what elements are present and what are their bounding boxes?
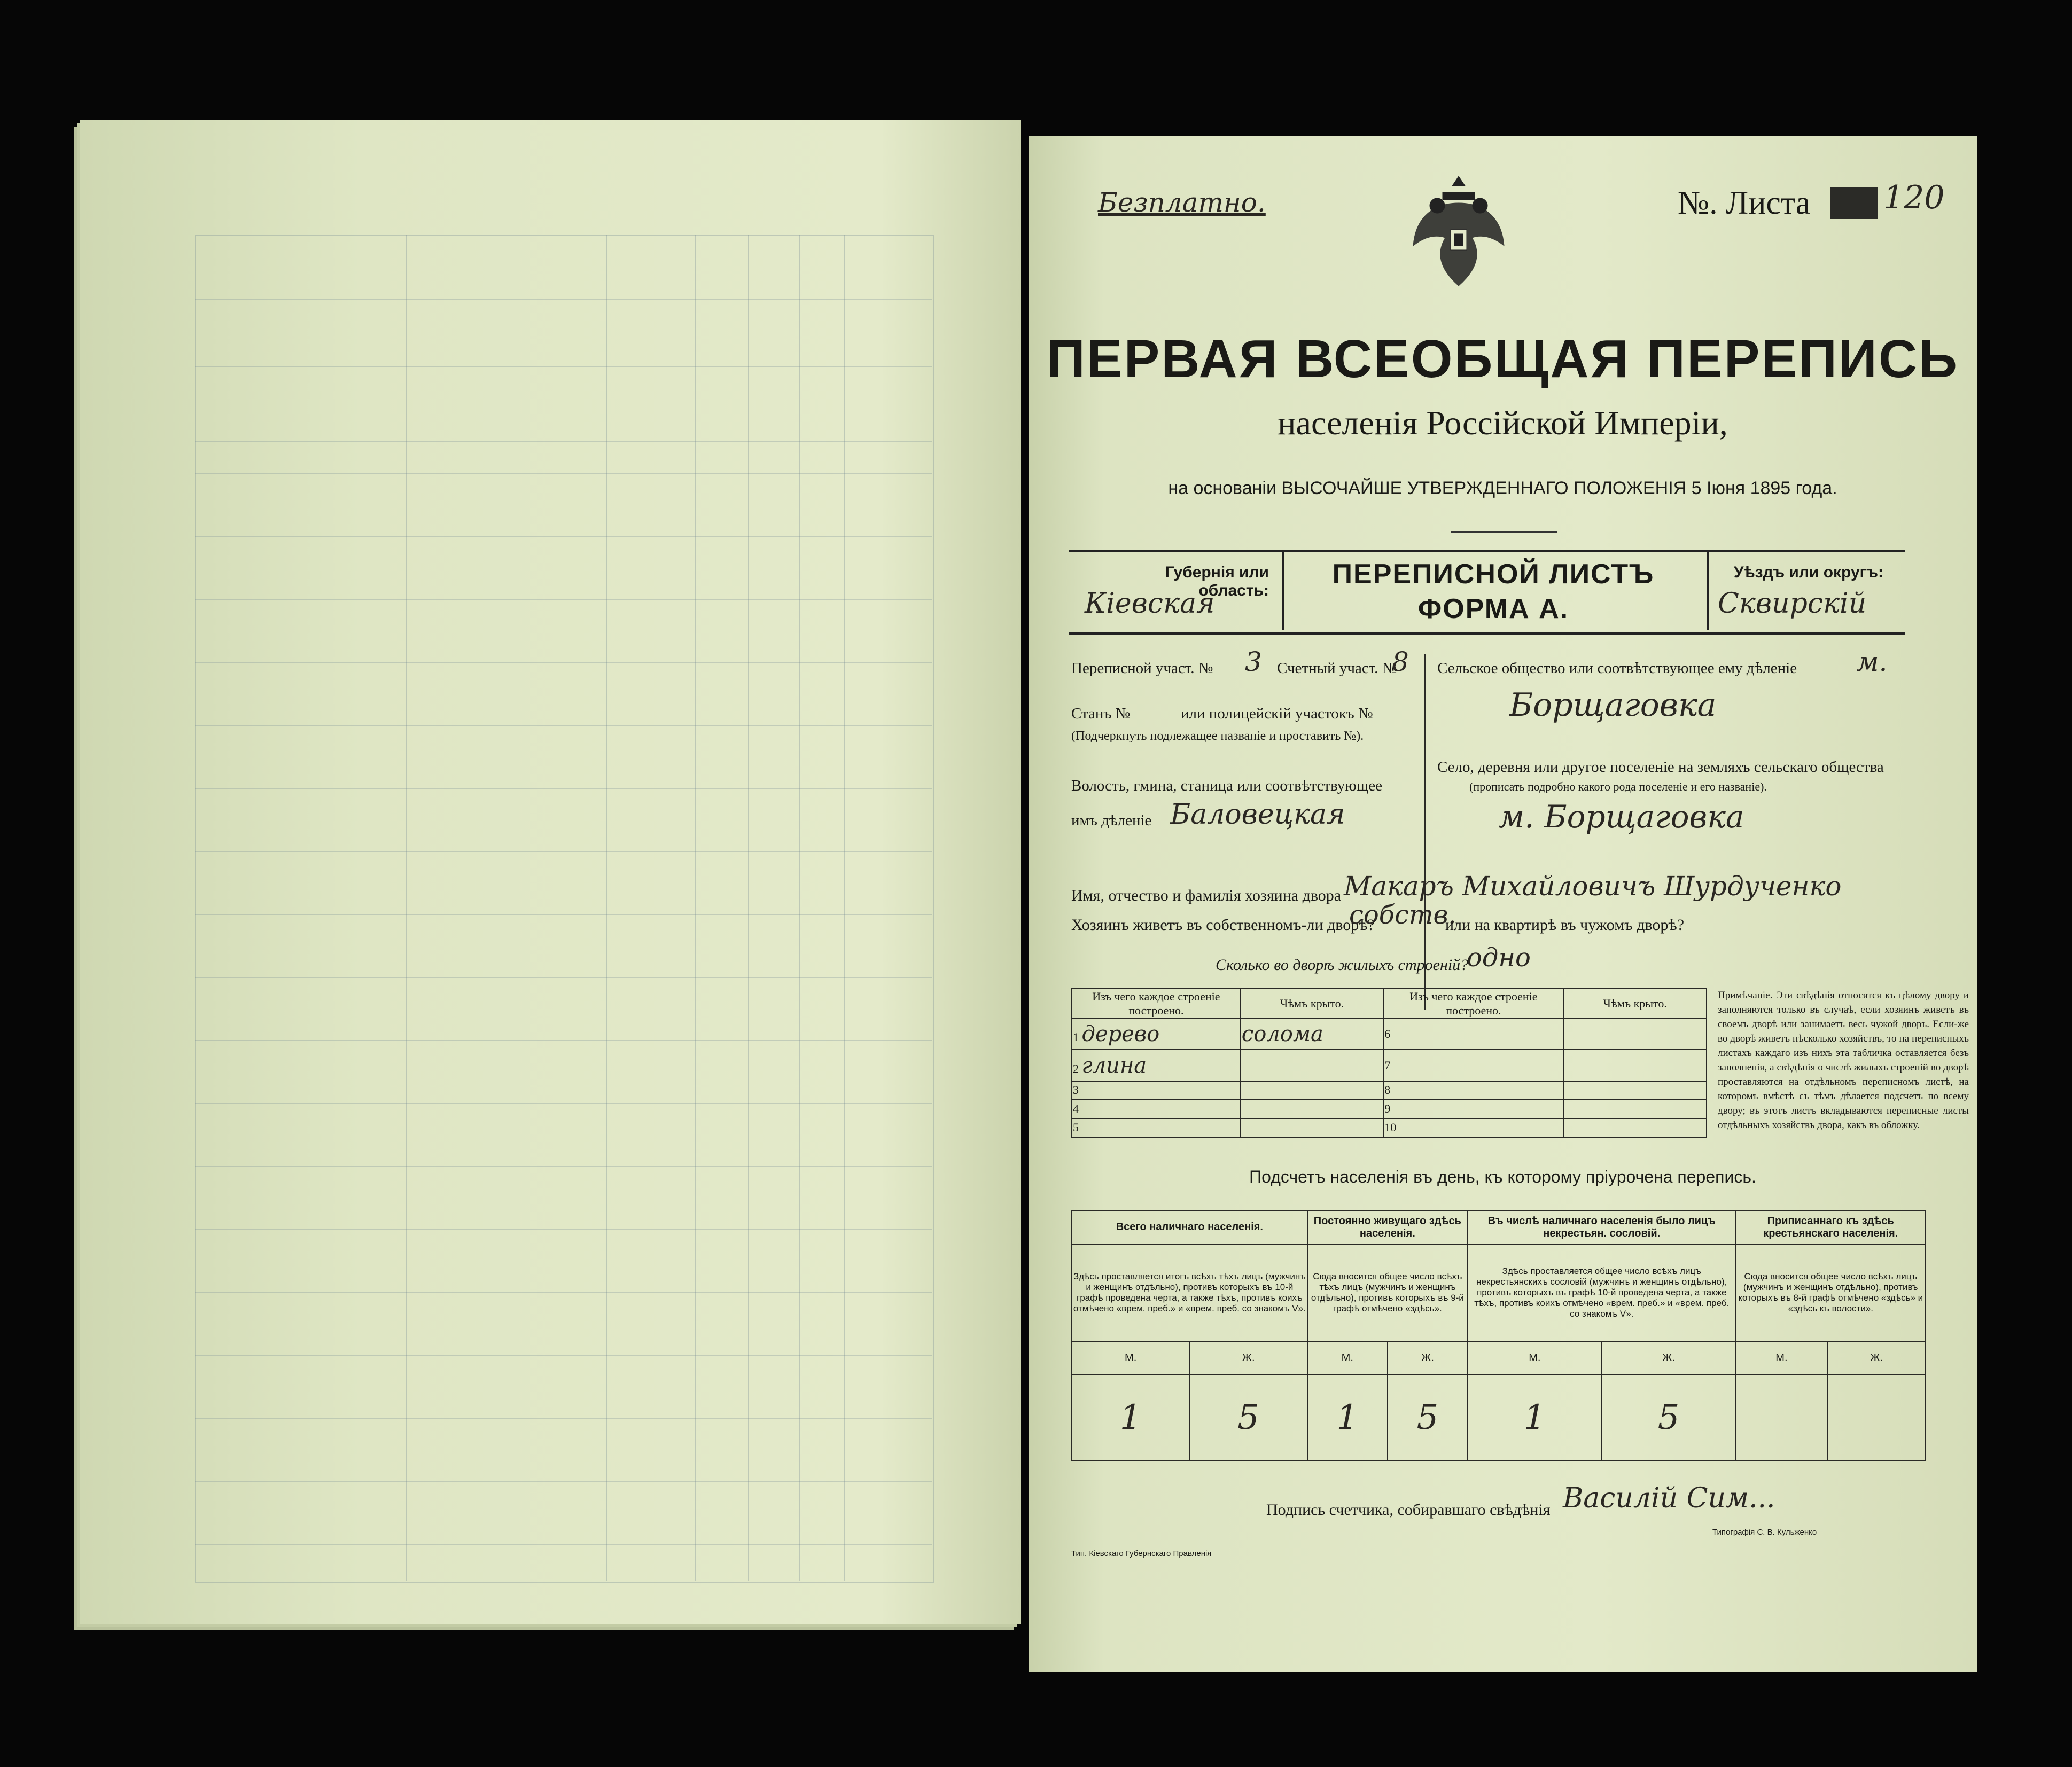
signature-label: Подпись счетчика, собиравшаго свѣдѣнія [1266, 1501, 1551, 1519]
col-material-right: Изъ чего каждое строеніе построено. [1383, 989, 1563, 1019]
total-female-value: 5 [1189, 1375, 1307, 1460]
volost-label-1: Волость, гмина, станица или соотвѣтствующее [1071, 777, 1383, 794]
mirrored-row-line [195, 1544, 932, 1545]
female-label: Ж. [1827, 1341, 1926, 1375]
mirrored-row-line [195, 725, 932, 726]
form-subtitle: населенія Россійской Имперіи, [1278, 404, 1728, 442]
owner-label: Имя, отчество и фамилія хозяина двора [1071, 887, 1342, 904]
mirrored-row-line [195, 1103, 932, 1104]
lives-handwritten: собств. [1349, 900, 1456, 930]
mirrored-row-line [195, 1481, 932, 1482]
society-label: Сельское общество или соотвѣтствующее ему дѣленіе [1437, 660, 1797, 677]
mirrored-header-line [195, 441, 932, 442]
uchastok-handwritten: 3 [1245, 646, 1262, 677]
volost-label-2: имъ дѣленіе [1071, 812, 1152, 829]
mirrored-column-line [844, 235, 845, 1581]
free-label: Безплатно. [1098, 187, 1266, 218]
buildings-label: Сколько во дворѣ жилыхъ строеній? [1216, 956, 1469, 974]
selo-handwritten: м. Борщаговка [1499, 799, 1744, 835]
summary-desc-registered: Сюда вносится общее число всѣхъ лицъ (мужчинъ и женщинъ отдѣльно), противъ которыхъ въ 8-й графѣ отмѣчено «здѣсь» и «здѣсь къ волости». [1736, 1245, 1926, 1341]
female-label: Ж. [1388, 1341, 1468, 1375]
society-handwritten: Борщаговка [1509, 686, 1717, 724]
sheet-number-label: №. Листа [1678, 185, 1811, 221]
uezd-handwritten: Сквирскій [1718, 588, 1867, 620]
col-material-left: Изъ чего каждое строеніе построено. [1072, 989, 1241, 1019]
mirrored-row-line [195, 1040, 932, 1041]
summary-desc-permanent: Сюда вносится общее число всѣхъ тѣхъ лицъ (мужчинъ и женщинъ отдѣльно), противъ которыхъ въ 9-й графѣ отмѣчено «здѣсь». [1307, 1245, 1468, 1341]
mirrored-row-line [195, 851, 932, 852]
population-summary-table [1071, 1210, 1926, 1461]
mirrored-column-line [406, 235, 407, 1581]
col-roof-left: Чѣмъ крыто. [1241, 989, 1383, 1019]
mirrored-row-line [195, 788, 932, 789]
left-page-blank-grid [80, 120, 1021, 1624]
counter-signature: Василій Сим... [1563, 1482, 1775, 1514]
buildings-handwritten: одно [1467, 943, 1531, 973]
summary-head-total: Всего наличнаго населенія. [1072, 1210, 1307, 1245]
volost-handwritten: Баловецкая [1170, 799, 1345, 831]
row-number: 1 [1073, 1030, 1079, 1044]
schetny-label: Счетный участ. № [1277, 660, 1397, 677]
police-label: или полицейскій участокъ № [1181, 705, 1373, 722]
male-label: М. [1736, 1341, 1828, 1375]
col-roof-right: Чѣмъ крыто. [1564, 989, 1707, 1019]
summary-head-permanent: Постоянно живущаго здѣсь населенія. [1307, 1210, 1468, 1245]
row2-material-handwritten: глина [1081, 1053, 1147, 1078]
mirrored-row-line [195, 1166, 932, 1167]
uezd-label: Уѣздъ или округъ: [1733, 564, 1883, 581]
mirrored-row-line [195, 1418, 932, 1419]
male-label: М. [1307, 1341, 1388, 1375]
row-number: 4 [1073, 1102, 1079, 1116]
row-number: 6 [1384, 1027, 1391, 1041]
gubernia-label: Губернія или область: [1165, 564, 1269, 599]
mirrored-row-line [195, 662, 932, 663]
sheet-number-handwritten: 120 [1883, 179, 1945, 216]
mirrored-column-line [748, 235, 749, 1581]
row-number: 7 [1384, 1058, 1391, 1072]
mirrored-row-line [195, 599, 932, 600]
lives-alt-label: или на квартирѣ въ чужомъ дворѣ? [1445, 916, 1685, 934]
lives-label: Хозяинъ живетъ въ собственномъ-ли дворѣ? [1071, 916, 1375, 934]
mirrored-header-line [195, 366, 932, 367]
gubernia-handwritten: Кіевская [1085, 588, 1215, 620]
row1-material-handwritten: дерево [1081, 1022, 1160, 1047]
registered-female-value [1827, 1375, 1926, 1460]
mirrored-column-line [695, 235, 696, 1581]
mirrored-header-line [195, 299, 932, 300]
form-variant: ФОРМА А. [1417, 593, 1569, 624]
owner-handwritten: Макаръ Михайловичъ Шурдученко [1344, 871, 1842, 902]
double-headed-eagle-emblem [1405, 171, 1512, 294]
row-number: 9 [1384, 1102, 1391, 1116]
schetny-handwritten: 8 [1392, 646, 1409, 677]
summary-desc-nonpeasant: Здѣсь проставляется общее число всѣхъ лицъ некрестьянскихъ сословій (мужчинъ и женщинъ отдѣльно), противъ которыхъ въ графѣ 10-й проведена черта, а также тѣхъ, противъ коихъ отмѣчено «врем. преб.» и «врем. преб. со знакомъ V». [1468, 1245, 1736, 1341]
right-page-census-form [1029, 136, 1977, 1672]
mirrored-row-line [195, 914, 932, 915]
female-label: Ж. [1602, 1341, 1736, 1375]
stan-note: (Подчеркнуть подлежащее названіе и проставить №). [1071, 729, 1364, 743]
uchastok-label: Переписной участ. № [1071, 660, 1213, 677]
mirrored-row-line [195, 536, 932, 537]
mirrored-table-frame [195, 235, 934, 1583]
mirrored-row-line [195, 1355, 932, 1356]
summary-title: Подсчетъ населенія въ день, къ которому пріурочена перепись. [1249, 1167, 1756, 1186]
total-male-value: 1 [1072, 1375, 1189, 1460]
printer-right: Типографія С. В. Кульженко [1712, 1528, 1817, 1537]
row-number: 5 [1073, 1121, 1079, 1135]
row-number: 10 [1384, 1121, 1397, 1135]
mirrored-column-line [799, 235, 800, 1581]
stan-label: Станъ № [1071, 705, 1131, 722]
buildings-table [1071, 988, 1707, 1138]
selo-note: (прописать подробно какого рода поселеніе и его названіе). [1469, 780, 1767, 793]
form-legal-basis: на основаніи ВЫСОЧАЙШЕ УТВЕРЖДЕННАГО ПОЛОЖЕНІЯ 5 Іюня 1895 года. [1168, 478, 1837, 498]
society-handwritten-prefix: м. [1857, 646, 1888, 677]
crossed-out-number [1830, 187, 1878, 219]
permanent-female-value: 5 [1388, 1375, 1468, 1460]
mirrored-row-line [195, 473, 932, 474]
summary-head-registered: Приписаннаго къ здѣсь крестьянскаго населенія. [1736, 1210, 1926, 1245]
male-label: М. [1072, 1341, 1189, 1375]
mirrored-row-line [195, 1292, 932, 1293]
summary-head-nonpeasant: Въ числѣ наличнаго населенія было лицъ некрестьян. сословій. [1468, 1210, 1736, 1245]
female-label: Ж. [1189, 1341, 1307, 1375]
nonpeasant-female-value: 5 [1602, 1375, 1736, 1460]
ornament-divider [1451, 531, 1557, 533]
summary-desc-total: Здѣсь проставляется итогъ всѣхъ тѣхъ лицъ (мужчинъ и женщинъ отдѣльно), противъ которыхъ въ 10-й графѣ проведена черта, а также тѣхъ, противъ коихъ отмѣчено «врем. преб.» и «врем. преб. со знакомъ V». [1072, 1245, 1307, 1341]
registered-male-value [1736, 1375, 1828, 1460]
printer-left: Тип. Кіевскаго Губернскаго Правленія [1071, 1549, 1212, 1558]
buildings-note: Примѣчаніе. Эти свѣдѣнія относятся къ цѣлому двору и заполняются только въ случаѣ, если хозяинъ живетъ въ своемъ дворѣ или занимаетъ весь чужой дворъ. Если-же во дворѣ живетъ нѣсколько хозяйствъ, то на переписныхъ листахъ каждаго изъ нихъ эта табличка оставляется безъ заполненія, а свѣдѣнія о числѣ жилыхъ строеній во дворѣ проставляются на отдѣльномъ переписномъ листѣ, на которомъ вмѣстѣ съ тѣмъ дѣлается подсчетъ по всему двору; въ этотъ листъ вкладываются переписные листы отдѣльныхъ хозяйствъ двора, какъ въ обложку. [1718, 990, 1969, 1131]
permanent-male-value: 1 [1307, 1375, 1388, 1460]
mirrored-column-line [606, 235, 607, 1581]
male-label: М. [1468, 1341, 1602, 1375]
form-main-title: ПЕРВАЯ ВСЕОБЩАЯ ПЕРЕПИСЬ [1047, 329, 1959, 389]
row-number: 2 [1073, 1061, 1079, 1075]
row-number: 8 [1384, 1083, 1391, 1097]
selo-label: Село, деревня или другое поселеніе на земляхъ сельскаго общества [1437, 759, 1884, 776]
nonpeasant-male-value: 1 [1468, 1375, 1602, 1460]
row-number: 3 [1073, 1083, 1079, 1097]
mirrored-row-line [195, 977, 932, 978]
mirrored-row-line [195, 1229, 932, 1230]
row1-roof-handwritten: солома [1241, 1022, 1323, 1047]
form-title: ПЕРЕПИСНОЙ ЛИСТЪ [1332, 559, 1655, 590]
